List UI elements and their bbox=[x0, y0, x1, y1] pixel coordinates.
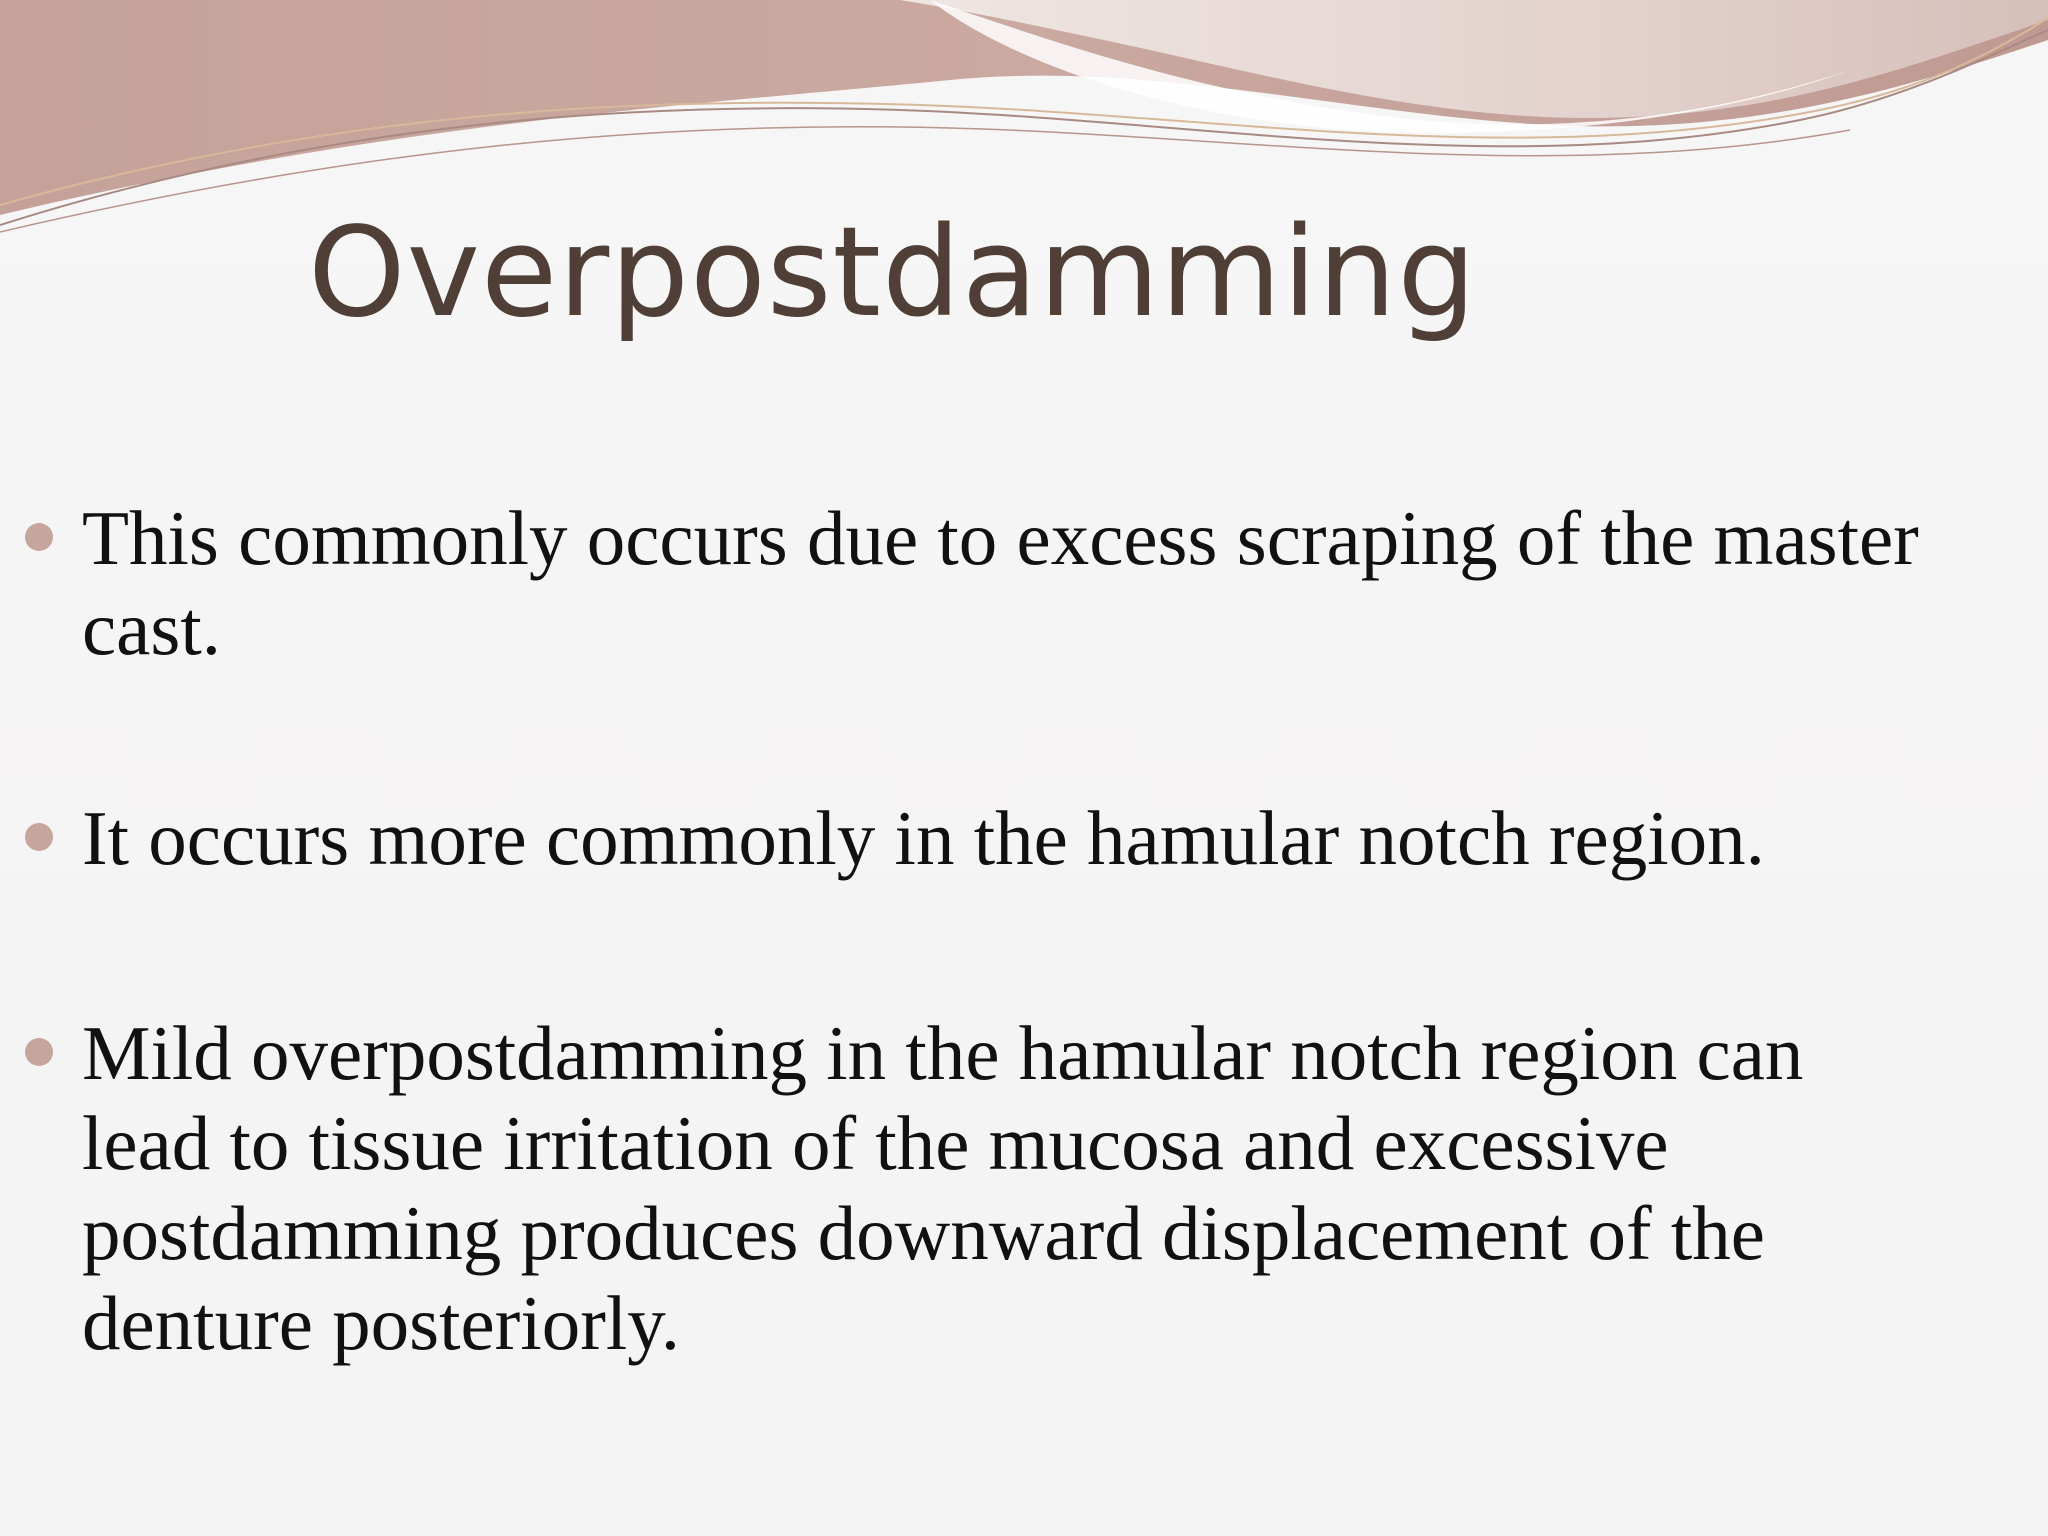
bullet-dot-icon bbox=[25, 523, 53, 551]
bullet-text: Mild overpostdamming in the hamular notch region can lead to tissue irritation of the mucosa and excessive postdamming produces downward displacement of the denture posteriorly. bbox=[82, 1010, 1804, 1366]
slide-title: Overpostdamming bbox=[308, 201, 1478, 345]
bullet-dot-icon bbox=[25, 1038, 53, 1066]
bullet-text: It occurs more commonly in the hamular notch region. bbox=[82, 795, 1765, 881]
bullet-text: This commonly occurs due to excess scraping of the master cast. bbox=[82, 495, 1919, 671]
bullet-dot-icon bbox=[25, 823, 53, 851]
